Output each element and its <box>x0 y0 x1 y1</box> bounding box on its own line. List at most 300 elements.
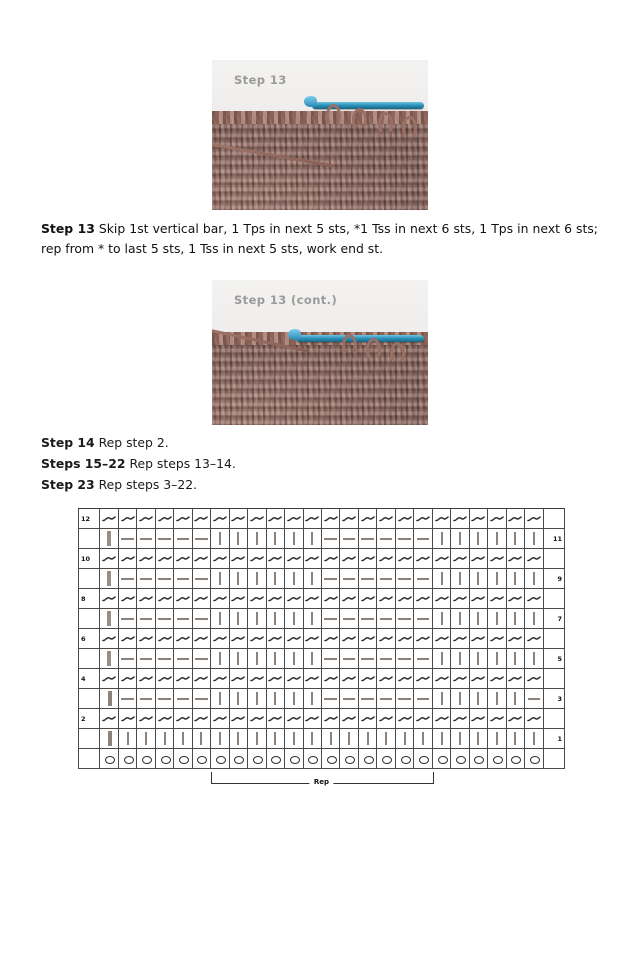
tss-stitch-icon <box>470 529 487 548</box>
chart-cell <box>340 509 358 529</box>
tps-stitch-icon <box>377 649 394 668</box>
chart-cell <box>321 609 339 629</box>
return-pass-icon <box>359 509 376 528</box>
tps-stitch-icon <box>414 609 431 628</box>
return-pass-icon <box>414 629 431 648</box>
tss-stitch-icon <box>230 569 247 588</box>
chart-cell <box>488 569 506 589</box>
row-number-left-10: 10 <box>79 549 100 569</box>
chain-stitch-icon <box>470 749 487 768</box>
chart-cell <box>137 669 155 689</box>
chart-cell <box>118 749 136 769</box>
tss-stitch-icon <box>248 649 265 668</box>
chart-cell <box>137 549 155 569</box>
chart-cell <box>174 589 192 609</box>
chart-cell <box>488 529 506 549</box>
chart-cell <box>174 629 192 649</box>
chart-cell <box>432 529 450 549</box>
return-pass-icon <box>285 589 302 608</box>
chart-row <box>79 669 565 689</box>
chart-cell <box>488 509 506 529</box>
return-pass-icon <box>267 509 284 528</box>
chart-cell <box>303 629 321 649</box>
tps-stitch-icon <box>414 569 431 588</box>
chart-cell <box>469 729 487 749</box>
tss-stitch-icon <box>248 689 265 708</box>
return-pass-icon <box>396 509 413 528</box>
chart-cell <box>395 609 413 629</box>
step-14-text: Rep step 2. <box>94 435 169 450</box>
chart-cell <box>321 549 339 569</box>
step-23-label: Step 23 <box>41 477 95 493</box>
chart-cell <box>340 629 358 649</box>
return-pass-icon <box>470 629 487 648</box>
chart-cell <box>192 729 210 749</box>
chain-stitch-icon <box>451 749 468 768</box>
return-pass-icon <box>248 629 265 648</box>
tss-stitch-icon <box>433 529 450 548</box>
chart-cell <box>432 649 450 669</box>
chart-cell <box>155 669 173 689</box>
chart-row <box>79 549 565 569</box>
tps-stitch-icon <box>137 529 154 548</box>
chart-cell <box>488 689 506 709</box>
chart-cell <box>285 669 303 689</box>
instruction-steps-15-22 <box>41 453 441 474</box>
chart-cell <box>248 729 266 749</box>
return-pass-icon <box>396 629 413 648</box>
chart-cell <box>358 709 376 729</box>
tss-stitch-icon <box>304 569 321 588</box>
chart-cell <box>155 689 173 709</box>
return-pass-icon <box>230 629 247 648</box>
chart-cell <box>488 589 506 609</box>
chain-stitch-icon <box>211 749 228 768</box>
chart-row <box>79 629 565 649</box>
return-pass-icon <box>285 549 302 568</box>
chain-stitch-icon <box>285 749 302 768</box>
tss-stitch-icon <box>267 689 284 708</box>
return-pass-icon <box>285 509 302 528</box>
return-pass-icon <box>137 629 154 648</box>
chart-row <box>79 749 565 769</box>
chain-stitch-icon <box>230 749 247 768</box>
chart-cell <box>432 609 450 629</box>
tps-stitch-icon <box>156 609 173 628</box>
chart-cell <box>100 729 118 749</box>
chart-cell <box>377 709 395 729</box>
tss-stitch-icon <box>230 609 247 628</box>
chain-stitch-icon <box>174 749 191 768</box>
return-pass-icon <box>340 709 357 728</box>
row-number-spacer <box>543 509 564 529</box>
return-pass-icon <box>507 549 524 568</box>
chart-cell <box>340 689 358 709</box>
tps-stitch-icon <box>193 529 210 548</box>
return-pass-icon <box>119 589 136 608</box>
chart-cell <box>395 649 413 669</box>
row-number-spacer <box>79 729 100 749</box>
return-pass-icon <box>396 549 413 568</box>
return-pass-icon <box>211 709 228 728</box>
chart-cell <box>469 569 487 589</box>
chart-cell <box>377 649 395 669</box>
tps-stitch-icon <box>414 649 431 668</box>
chart-cell <box>248 709 266 729</box>
tps-stitch-icon <box>174 649 191 668</box>
row-number-spacer <box>543 709 564 729</box>
return-pass-icon <box>100 589 117 608</box>
chart-cell <box>303 569 321 589</box>
return-pass-icon <box>285 629 302 648</box>
chart-cell <box>285 629 303 649</box>
tps-stitch-icon <box>340 529 357 548</box>
tss-stitch-icon <box>488 689 505 708</box>
tps-stitch-icon <box>156 649 173 668</box>
return-pass-icon <box>267 709 284 728</box>
chart-cell <box>414 609 432 629</box>
chart-cell <box>488 749 506 769</box>
chart-cell <box>451 749 469 769</box>
tps-stitch-icon <box>174 689 191 708</box>
chart-cell <box>414 729 432 749</box>
chart-cell <box>211 529 229 549</box>
tss-stitch-icon <box>119 729 136 748</box>
return-pass-icon <box>267 669 284 688</box>
chart-cell <box>358 549 376 569</box>
loop-on-hook <box>326 104 341 127</box>
tss-stitch-icon <box>230 689 247 708</box>
return-pass-icon <box>525 549 542 568</box>
chart-cell <box>432 549 450 569</box>
chart-cell <box>358 529 376 549</box>
tps-stitch-icon <box>137 569 154 588</box>
tps-stitch-icon <box>119 529 136 548</box>
return-pass-icon <box>230 549 247 568</box>
tss-stitch-icon <box>211 569 228 588</box>
chart-cell <box>525 529 543 549</box>
chart-cell <box>248 529 266 549</box>
chart-cell <box>469 549 487 569</box>
return-pass-icon <box>507 669 524 688</box>
chart-cell <box>211 729 229 749</box>
chart-cell <box>432 709 450 729</box>
tps-stitch-icon <box>119 649 136 668</box>
tps-stitch-icon <box>396 609 413 628</box>
chart-cell <box>358 669 376 689</box>
return-pass-icon <box>156 549 173 568</box>
chart-row <box>79 689 565 709</box>
return-pass-icon <box>377 629 394 648</box>
tss-stitch-icon <box>230 529 247 548</box>
chart-cell <box>377 589 395 609</box>
chart-cell <box>525 569 543 589</box>
chart-cell <box>211 589 229 609</box>
chart-cell <box>525 649 543 669</box>
tps-stitch-icon <box>377 689 394 708</box>
chart-cell <box>525 709 543 729</box>
tps-stitch-icon <box>322 529 339 548</box>
tss-stitch-icon <box>433 649 450 668</box>
tps-stitch-icon <box>193 689 210 708</box>
chart-cell <box>174 689 192 709</box>
chart-cell <box>137 589 155 609</box>
chart-cell <box>488 649 506 669</box>
chart-cell <box>155 509 173 529</box>
chart-cell <box>525 549 543 569</box>
chart-cell <box>432 669 450 689</box>
chart-cell <box>525 729 543 749</box>
chart-cell <box>395 749 413 769</box>
step-13-text: Skip 1st vertical bar, 1 Tps in next 5 sts, *1 Tss in next 6 sts, 1 Tps in next 6 sts; rep from * to last 5 sts, 1 Tss in next 5 sts, work end st. <box>41 221 598 257</box>
tss-stitch-icon <box>137 729 154 748</box>
chart-cell <box>506 589 524 609</box>
chart-cell <box>414 569 432 589</box>
double-end-stitch-icon <box>100 729 117 748</box>
tps-stitch-icon <box>359 609 376 628</box>
return-pass-icon <box>396 709 413 728</box>
chart-cell <box>192 709 210 729</box>
chart-cell <box>100 509 118 529</box>
chart-cell <box>100 649 118 669</box>
tss-stitch-icon <box>451 649 468 668</box>
return-pass-icon <box>340 589 357 608</box>
tps-stitch-icon <box>396 529 413 548</box>
return-pass-icon <box>507 509 524 528</box>
chart-cell <box>414 589 432 609</box>
tps-stitch-icon <box>359 569 376 588</box>
chart-cell <box>395 549 413 569</box>
chart-cell <box>414 669 432 689</box>
chart-cell <box>248 629 266 649</box>
chart-cell <box>414 509 432 529</box>
chart-cell <box>451 509 469 529</box>
tss-stitch-icon <box>396 729 413 748</box>
chart-cell <box>266 549 284 569</box>
tss-stitch-icon <box>525 529 542 548</box>
chart-cell <box>469 509 487 529</box>
chart-cell <box>377 689 395 709</box>
double-end-stitch-icon <box>100 689 117 708</box>
chart-cell <box>285 589 303 609</box>
return-pass-icon <box>377 709 394 728</box>
chart-cell <box>488 729 506 749</box>
chart-cell <box>321 649 339 669</box>
tps-stitch-icon <box>119 569 136 588</box>
chart-cell <box>229 649 247 669</box>
tps-stitch-icon <box>525 689 542 708</box>
chart-cell <box>192 589 210 609</box>
chart-cell <box>340 649 358 669</box>
tss-stitch-icon <box>248 609 265 628</box>
chart-cell <box>506 669 524 689</box>
loop-on-hook <box>402 116 417 139</box>
chart-cell <box>469 629 487 649</box>
return-pass-icon <box>322 669 339 688</box>
loop-on-hook <box>390 342 405 365</box>
return-pass-icon <box>359 709 376 728</box>
chart-cell <box>506 709 524 729</box>
chart-cell <box>118 589 136 609</box>
chart-cell <box>248 669 266 689</box>
chart-cell <box>137 749 155 769</box>
chart-cell <box>266 669 284 689</box>
row-number-spacer <box>543 549 564 569</box>
return-pass-icon <box>285 709 302 728</box>
chart-cell <box>451 689 469 709</box>
return-pass-icon <box>396 669 413 688</box>
return-pass-icon <box>340 549 357 568</box>
chart-cell <box>303 509 321 529</box>
chart-cell <box>192 609 210 629</box>
return-pass-icon <box>525 669 542 688</box>
return-pass-icon <box>525 629 542 648</box>
chain-stitch-icon <box>359 749 376 768</box>
chain-stitch-icon <box>488 749 505 768</box>
tss-stitch-icon <box>488 609 505 628</box>
chain-stitch-icon <box>377 749 394 768</box>
chart-cell <box>100 529 118 549</box>
row-number-right-9: 9 <box>543 569 564 589</box>
chart-cell <box>118 629 136 649</box>
chart-cell <box>155 529 173 549</box>
chart-cell <box>100 749 118 769</box>
chart-cell <box>118 609 136 629</box>
tss-stitch-icon <box>488 649 505 668</box>
tps-stitch-icon <box>396 689 413 708</box>
chart-cell <box>469 609 487 629</box>
chart-cell <box>229 749 247 769</box>
chart-cell <box>100 569 118 589</box>
crochet-hook <box>296 335 424 342</box>
chart-cell <box>377 669 395 689</box>
chart-cell <box>285 749 303 769</box>
chart-cell <box>451 729 469 749</box>
tps-stitch-icon <box>174 529 191 548</box>
return-pass-icon <box>470 589 487 608</box>
chart-cell <box>174 569 192 589</box>
chart-cell <box>340 709 358 729</box>
chart-cell <box>285 549 303 569</box>
chart-cell <box>414 629 432 649</box>
chart-cell <box>303 649 321 669</box>
chart-cell <box>137 649 155 669</box>
return-pass-icon <box>414 549 431 568</box>
steps-list <box>41 432 441 495</box>
chart-cell <box>321 589 339 609</box>
chart-cell <box>303 549 321 569</box>
return-pass-icon <box>211 629 228 648</box>
chain-stitch-icon <box>119 749 136 768</box>
chart-cell <box>303 589 321 609</box>
return-pass-icon <box>488 589 505 608</box>
return-pass-icon <box>322 589 339 608</box>
return-pass-icon <box>433 669 450 688</box>
tss-stitch-icon <box>507 729 524 748</box>
chart-cell <box>451 529 469 549</box>
row-number-left-6: 6 <box>79 629 100 649</box>
tss-stitch-icon <box>285 729 302 748</box>
step-23-text: Rep steps 3–22. <box>94 477 198 493</box>
chart-cell <box>414 529 432 549</box>
photo-caption: Step 13 (cont.) <box>234 293 338 307</box>
tps-stitch-icon <box>119 689 136 708</box>
tss-stitch-icon <box>470 649 487 668</box>
chart-cell <box>358 729 376 749</box>
chart-cell <box>229 529 247 549</box>
chart-cell <box>211 549 229 569</box>
chain-stitch-icon <box>525 749 542 768</box>
chart-cell <box>525 609 543 629</box>
chart-cell <box>192 749 210 769</box>
chart-cell <box>192 509 210 529</box>
chart-cell <box>506 689 524 709</box>
return-pass-icon <box>230 669 247 688</box>
chart-cell <box>118 529 136 549</box>
chart-cell <box>432 569 450 589</box>
chart-cell <box>469 709 487 729</box>
chart-cell <box>192 529 210 549</box>
chart-cell <box>506 529 524 549</box>
chart-cell <box>377 729 395 749</box>
chart-cell <box>377 629 395 649</box>
chart-cell <box>192 689 210 709</box>
tps-stitch-icon <box>193 569 210 588</box>
return-pass-icon <box>174 589 191 608</box>
chart-cell <box>118 689 136 709</box>
chart-cell <box>100 549 118 569</box>
tss-stitch-icon <box>525 569 542 588</box>
chart-cell <box>118 729 136 749</box>
chart-cell <box>469 529 487 549</box>
tss-stitch-icon <box>507 609 524 628</box>
tss-stitch-icon <box>211 729 228 748</box>
chart-cell <box>358 589 376 609</box>
chart-cell <box>118 549 136 569</box>
row-number-spacer <box>79 689 100 709</box>
tps-stitch-icon <box>340 649 357 668</box>
return-pass-icon <box>525 709 542 728</box>
chart-cell <box>211 629 229 649</box>
chart-cell <box>488 629 506 649</box>
return-pass-icon <box>137 709 154 728</box>
chart-cell <box>155 749 173 769</box>
tss-stitch-icon <box>193 729 210 748</box>
tps-stitch-icon <box>396 649 413 668</box>
chart-cell <box>100 629 118 649</box>
row-number-right-7: 7 <box>543 609 564 629</box>
chart-cell <box>137 529 155 549</box>
chart-cell <box>414 709 432 729</box>
chart-cell <box>321 629 339 649</box>
chart-cell <box>321 749 339 769</box>
return-pass-icon <box>433 549 450 568</box>
chart-cell <box>451 589 469 609</box>
tss-stitch-icon <box>340 729 357 748</box>
chart-cell <box>192 669 210 689</box>
chart-cell <box>414 749 432 769</box>
return-pass-icon <box>100 669 117 688</box>
end-stitch-icon <box>100 569 117 588</box>
chart-row <box>79 649 565 669</box>
chart-cell <box>340 529 358 549</box>
tss-stitch-icon <box>285 689 302 708</box>
chart-cell <box>488 709 506 729</box>
chart-cell <box>248 589 266 609</box>
tss-stitch-icon <box>507 529 524 548</box>
chart-cell <box>321 529 339 549</box>
return-pass-icon <box>230 509 247 528</box>
